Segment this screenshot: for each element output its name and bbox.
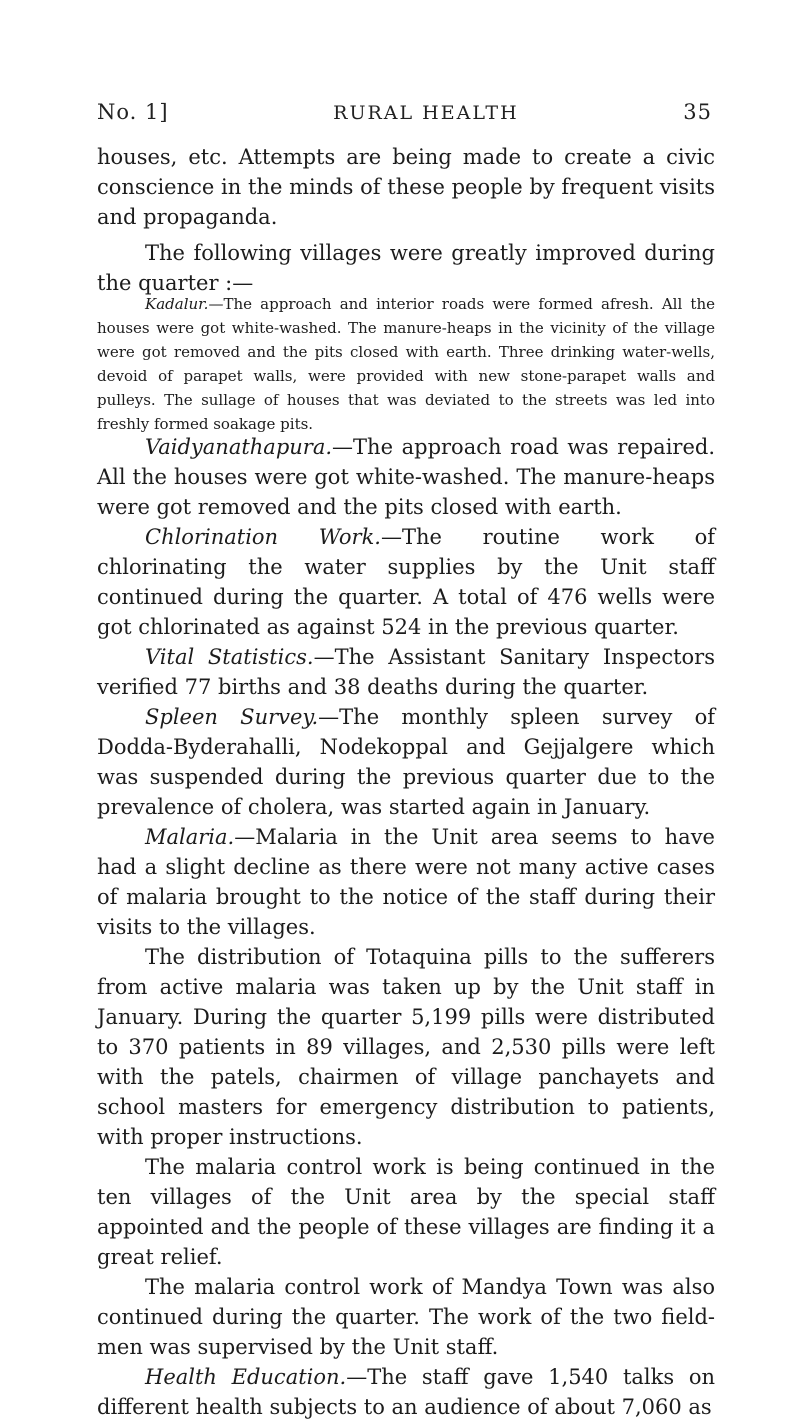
section-health-education <box>97 1362 715 1422</box>
section-vaidyanathapura <box>97 432 715 522</box>
paragraph-totaquina <box>97 942 715 1152</box>
paragraph-text <box>97 522 715 642</box>
section-body: —The routine work of chlorinating the water supplies by the Unit staff continued during the quarter. A total of 476 wells were got chlorinated as against 524 in the previous quarter. <box>97 525 715 639</box>
paragraph-text <box>97 642 715 702</box>
paragraph-civic <box>97 142 715 232</box>
run-in-heading: Health Education. <box>145 1365 347 1389</box>
run-in-heading: Chlorination Work. <box>145 525 381 549</box>
run-in-heading: Vaidyanathapura. <box>145 435 333 459</box>
section-spleen-survey <box>97 702 715 822</box>
paragraph-text: houses, etc. Attempts are being made to create a civic conscience in the minds of these people by frequent visits and propaganda. <box>97 145 715 229</box>
run-in-heading: Spleen Survey. <box>145 705 319 729</box>
section-body: —The staff gave 1,540 talks on different health subjects to an audience of about 7,060 as <box>97 1365 715 1419</box>
section-body: —The approach road was repaired. All the houses were got white-washed. The manure-heaps were got removed and the pits closed with earth. <box>97 435 715 519</box>
section-kadalur <box>97 292 715 436</box>
section-body: —The Assistant Sanitary Inspectors verified 77 births and 38 deaths during the quarter. <box>97 645 715 699</box>
section-malaria <box>97 822 715 942</box>
page-number: 35 <box>683 100 712 124</box>
paragraph-text <box>97 702 715 822</box>
run-in-heading: Malaria. <box>145 825 235 849</box>
paragraph-villages-intro <box>97 238 715 298</box>
paragraph-control-work <box>97 1152 715 1272</box>
paragraph-text <box>97 292 715 436</box>
run-in-heading: Kadalur. <box>145 295 209 313</box>
paragraph-text: The malaria control work is being continued in the ten villages of the Unit area by the special staff appointed and the people of these villages are finding it a great relief. <box>97 1155 715 1269</box>
section-body: —Malaria in the Unit area seems to have had a slight decline as there were not many active cases of malaria brought to the notice of the staff during their visits to the villages. <box>97 825 715 939</box>
paragraph-text <box>97 1362 715 1422</box>
section-body: —The approach and interior roads were formed afresh. All the houses were got white-washed. The manure-heaps in the vicinity of the village were got removed and the pits closed with earth. Three drinking water-wells, devoid of parapet walls, were provided with new stone-parapet walls and pulleys. The sullage of houses that was deviated to the streets was led into freshly formed soakage pits. <box>97 295 715 433</box>
paragraph-text <box>97 822 715 942</box>
issue-number: No. 1] <box>97 100 169 124</box>
paragraph-text: The malaria control work of Mandya Town was also continued during the quarter. The work of the two field-men was supervised by the Unit staff. <box>97 1275 715 1359</box>
running-header <box>97 100 712 124</box>
paragraph-text <box>97 432 715 522</box>
section-body: —The monthly spleen survey of Dodda-Byderahalli, Nodekoppal and Gejjalgere which was suspended during the previous quarter due to the prevalence of cholera, was started again in January. <box>97 705 715 819</box>
section-chlorination <box>97 522 715 642</box>
paragraph-mandya <box>97 1272 715 1362</box>
section-vital-statistics <box>97 642 715 702</box>
run-in-heading: Vital Statistics. <box>145 645 314 669</box>
running-title: RURAL HEALTH <box>333 102 519 124</box>
paragraph-text: The following villages were greatly improved during the quarter :— <box>97 241 715 295</box>
paragraph-text: The distribution of Totaquina pills to the sufferers from active malaria was taken up by the Unit staff in January. During the quarter 5,199 pills were distributed to 370 patients in 89 villages, and 2,530 pills were left with the patels, chairmen of village panchayets and school masters for emergency distribution to patients, with proper instructions. <box>97 945 715 1149</box>
